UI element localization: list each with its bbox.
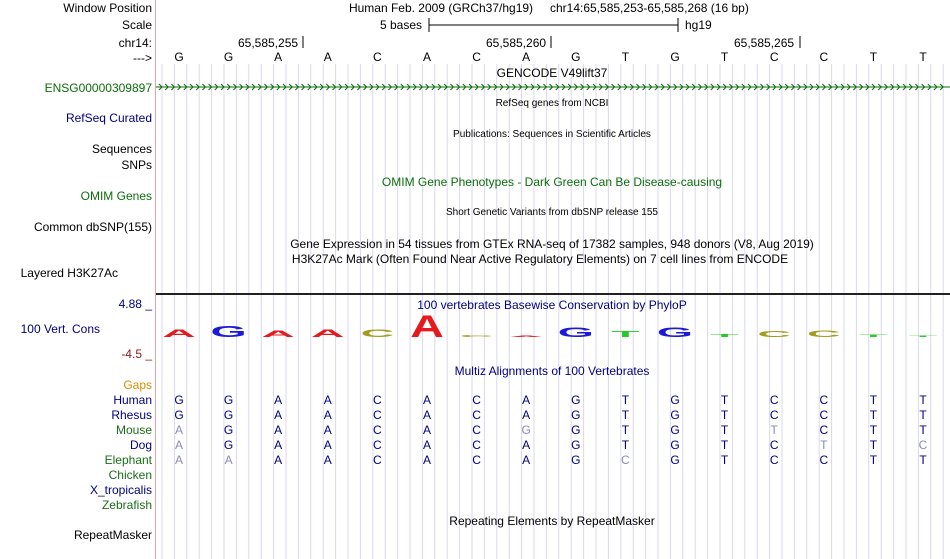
track-image-area[interactable] (156, 0, 950, 559)
alignment-base: T (919, 453, 927, 467)
reference-base: C (769, 50, 779, 64)
alignment-base: A (522, 453, 531, 467)
refseq-track-title: RefSeq genes from NCBI (495, 98, 609, 109)
assembly-title: Human Feb. 2009 (GRCh37/hg19) (348, 1, 534, 15)
track-separator (156, 293, 950, 295)
alignment-base: C (769, 408, 779, 422)
alignment-base: A (323, 453, 332, 467)
alignment-base: G (571, 408, 581, 422)
alignment-base: G (223, 408, 234, 422)
alignment-base: G (223, 438, 234, 452)
cons-max-label: 4.88 _ (118, 297, 152, 311)
alignment-base: C (819, 453, 829, 467)
alignment-base: T (720, 423, 729, 437)
alignment-base: T (869, 438, 878, 452)
alignment-base: G (670, 393, 680, 407)
chrom-label: chr14: (118, 36, 152, 50)
snps-label[interactable]: SNPs (121, 158, 152, 172)
scale-db-text: hg19 (685, 18, 712, 32)
alignment-base: G (670, 408, 680, 422)
alignment-base: G (670, 423, 680, 437)
species-label[interactable]: Rhesus (111, 408, 152, 422)
alignment-base: C (373, 408, 382, 422)
omim-track-title: OMIM Gene Phenotypes - Dark Green Can Be Disease-causing (381, 175, 723, 189)
gencode-gene-feature[interactable] (156, 80, 950, 94)
tick-label-3: 65,585,265 (734, 36, 795, 50)
alignment-base: A (522, 408, 531, 422)
reference-base: G (670, 50, 680, 64)
alignment-base: C (918, 438, 928, 452)
alignment-base: C (373, 423, 382, 437)
species-label[interactable]: X_tropicalis (89, 483, 152, 497)
alignment-base: G (670, 438, 680, 452)
logo-letter: C (360, 327, 395, 340)
reference-base: C (373, 50, 382, 64)
alignment-base: A (323, 438, 332, 452)
reference-base: C (472, 50, 481, 64)
alignment-base: C (472, 393, 481, 407)
alignment-base: T (720, 453, 729, 467)
species-label[interactable]: Mouse (115, 423, 152, 437)
alignment-base: A (174, 423, 183, 437)
dbsnp-track-title: Short Genetic Variants from dbSNP release 155 (446, 207, 658, 218)
h3k27ac-label[interactable]: Layered H3K27Ac (20, 266, 118, 280)
reference-base: T (919, 50, 927, 64)
alignment-base: T (869, 408, 878, 422)
alignment-base: C (769, 453, 779, 467)
alignment-base: C (472, 453, 481, 467)
refseq-curated-label[interactable]: RefSeq Curated (65, 111, 152, 125)
alignment-base: T (869, 423, 878, 437)
gtex-track-title: Gene Expression in 54 tissues from GTEx RNA-seq of 17382 samples, 948 donors (V8, Aug 2019) (290, 237, 814, 251)
gaps-label[interactable]: Gaps (123, 378, 152, 392)
alignment-base: A (323, 393, 332, 407)
species-label[interactable]: Chicken (108, 468, 152, 482)
alignment-base: C (472, 438, 481, 452)
logo-letter: C (757, 330, 791, 339)
reference-base: A (274, 50, 283, 64)
alignment-base: A (323, 408, 332, 422)
logo-letter: T (611, 330, 640, 339)
phylop-conservation-logo[interactable] (156, 312, 950, 340)
logo-letter: T (859, 334, 888, 338)
alignment-base: C (373, 438, 382, 452)
logo-letter: G (210, 323, 247, 340)
alignment-base: A (323, 423, 332, 437)
species-label[interactable]: Zebrafish (101, 498, 152, 512)
reference-base: G (174, 50, 184, 64)
alignment-base: T (919, 393, 927, 407)
vert-cons-label[interactable]: 100 Vert. Cons (20, 322, 100, 336)
strand-arrow-label: ---> (133, 51, 152, 65)
alignment-base: T (919, 408, 927, 422)
alignment-base: A (274, 453, 283, 467)
reference-base: A (422, 50, 431, 64)
alignment-base: G (521, 423, 531, 437)
alignment-base: G (571, 453, 581, 467)
alignment-base: G (670, 453, 680, 467)
alignment-base: T (869, 393, 878, 407)
alignment-base: C (819, 408, 829, 422)
cons-min-label: -4.5 _ (121, 347, 152, 361)
phylop-track-title: 100 vertebrates Basewise Conservation by PhyloP (417, 298, 687, 312)
alignment-base: A (274, 423, 283, 437)
logo-letter: T (710, 332, 739, 339)
alignment-base: T (621, 438, 630, 452)
gencode-track-title: GENCODE V49lift37 (496, 66, 608, 80)
position-title: chr14:65,585,253-65,585,268 (16 bp) (550, 1, 749, 15)
alignment-base: G (223, 423, 234, 437)
logo-letter: G (557, 324, 594, 340)
logo-letter: G (656, 324, 694, 340)
alignment-base: T (720, 408, 729, 422)
logo-letter: A (311, 327, 345, 340)
alignment-base: A (522, 438, 531, 452)
alignment-base: T (621, 408, 630, 422)
repeatmasker-label[interactable]: RepeatMasker (73, 528, 152, 542)
alignment-base: G (174, 408, 184, 422)
alignment-base: A (174, 438, 183, 452)
multiz-track-title: Multiz Alignments of 100 Vertebrates (454, 364, 650, 378)
track-label-column (0, 0, 156, 559)
alignment-base: T (621, 393, 630, 407)
dbsnp-label[interactable]: Common dbSNP(155) (33, 220, 152, 234)
alignment-base: T (820, 438, 828, 452)
alignment-base: T (869, 453, 878, 467)
window-position-label: Window Position (63, 1, 152, 15)
alignment-base: G (223, 393, 234, 407)
publications-track-title: Publications: Sequences in Scientific Articles (453, 129, 651, 140)
reference-base: A (323, 50, 332, 64)
alignment-base: A (224, 453, 233, 467)
ruler-ticks (156, 34, 950, 50)
alignment-base: G (571, 438, 581, 452)
repeatmasker-track-title: Repeating Elements by RepeatMasker (449, 514, 655, 528)
scale-bar-text: 5 bases (380, 18, 423, 32)
alignment-base: C (769, 393, 779, 407)
alignment-base: A (422, 393, 431, 407)
alignment-base: A (522, 393, 531, 407)
alignment-base: T (720, 438, 729, 452)
alignment-base: A (274, 393, 283, 407)
logo-letter: T (908, 335, 938, 338)
alignment-base: T (621, 423, 630, 437)
alignment-base: A (422, 423, 431, 437)
reference-base: C (819, 50, 829, 64)
alignment-base: G (571, 423, 581, 437)
alignment-base: T (919, 423, 927, 437)
alignment-base: A (274, 408, 283, 422)
alignment-base: A (422, 438, 431, 452)
alignment-base: C (769, 438, 779, 452)
alignment-base: T (770, 423, 778, 437)
alignment-base: A (274, 438, 283, 452)
omim-genes-label[interactable]: OMIM Genes (80, 189, 152, 203)
alignment-base: C (472, 423, 481, 437)
logo-letter: C (459, 334, 494, 338)
species-label[interactable]: Human (113, 393, 152, 407)
logo-letter: C (807, 328, 841, 340)
alignment-base: G (174, 393, 184, 407)
reference-base: G (223, 50, 234, 64)
species-label[interactable]: Elephant (104, 453, 152, 467)
alignment-base: C (373, 393, 382, 407)
reference-base: T (869, 50, 878, 64)
alignment-base: C (819, 393, 829, 407)
alignment-base: C (819, 423, 829, 437)
reference-base: T (720, 50, 729, 64)
alignment-base: A (422, 453, 431, 467)
scale-bar (428, 17, 680, 33)
species-label[interactable]: Dog (129, 438, 152, 452)
tick-label-2: 65,585,260 (486, 36, 547, 50)
alignment-base: A (174, 453, 183, 467)
alignment-base: A (422, 408, 431, 422)
logo-letter: A (509, 335, 543, 338)
alignment-base: T (720, 393, 729, 407)
tick-label-1: 65,585,255 (238, 36, 299, 50)
reference-base: G (571, 50, 581, 64)
alignment-base: C (373, 453, 382, 467)
logo-letter: A (162, 327, 196, 340)
alignment-base: C (472, 408, 481, 422)
alignment-base: G (571, 393, 581, 407)
sequences-label[interactable]: Sequences (91, 142, 152, 156)
reference-base: T (621, 50, 630, 64)
reference-base: A (522, 50, 531, 64)
gencode-gene-label[interactable]: ENSG00000309897 (44, 81, 152, 95)
scale-label: Scale (121, 18, 152, 32)
logo-letter: A (261, 328, 295, 340)
alignment-base: C (621, 453, 630, 467)
logo-letter: A (410, 312, 444, 340)
h3k27ac-track-title: H3K27Ac Mark (Often Found Near Active Regulatory Elements) on 7 cell lines from ENCODE (291, 252, 789, 266)
